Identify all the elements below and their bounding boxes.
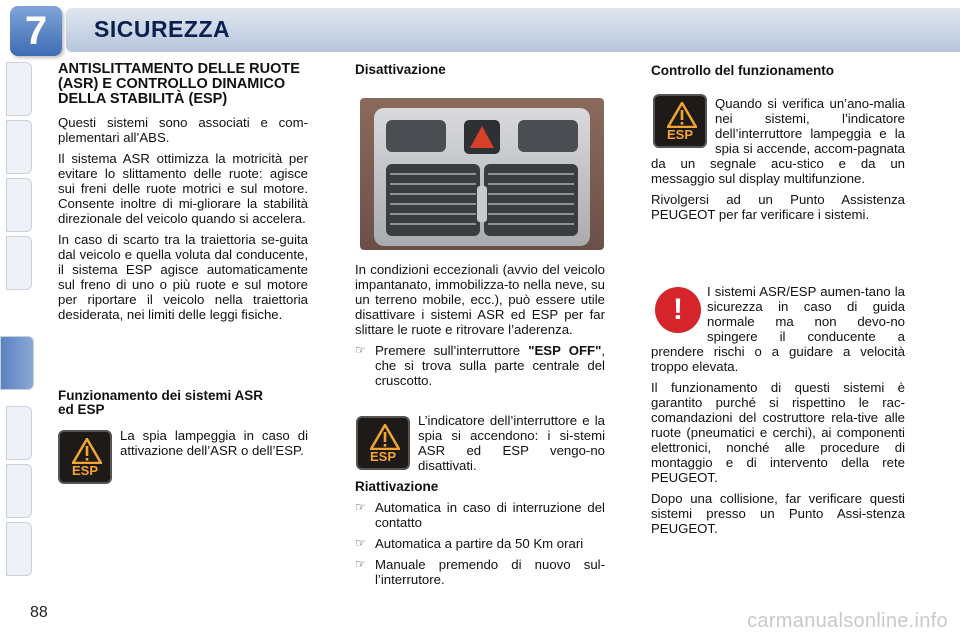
subsection-heading: Disattivazione <box>355 62 446 77</box>
esp-warning-lamp-icon <box>58 430 112 484</box>
dashboard-esp-switch-image <box>360 98 604 250</box>
side-tab[interactable] <box>6 236 32 290</box>
paragraph: La spia lampeggia in caso di attivazione dell’ASR o dell’ESP. <box>120 428 308 458</box>
esp-lamp-label: ESP <box>369 449 396 464</box>
chapter-number-badge: 7 <box>10 6 62 56</box>
side-tab[interactable] <box>6 178 32 232</box>
column-middle-heading <box>355 63 605 77</box>
column-right-heading <box>651 64 905 78</box>
subsection-heading: Controllo del funzionamento <box>651 63 834 78</box>
side-tab-active[interactable] <box>0 336 34 390</box>
side-tab[interactable] <box>6 522 32 576</box>
paragraph: In condizioni eccezionali (avvio del veicolo impantanato, immobilizza-to nella neve, su un terreno mobile, ecc.), può essere utile disattivare i sistemi ASR ed ESP per far slittare le ruote e ritrovare l’aderenza. <box>355 262 605 337</box>
paragraph: Il funzionamento di questi sistemi è garantito purché si rispettino le rac-comandazioni del costruttore rela-tive alle ruote (pneumatici e cerchi), ai componenti elettronici, nonché alle procedure di montaggio e di intervento della rete PEUGEOT. <box>651 380 905 485</box>
side-tab[interactable] <box>6 120 32 174</box>
subsection-heading: Funzionamento dei sistemi ASR ed ESP <box>58 388 264 417</box>
pointing-hand-icon: ☞ <box>355 536 366 550</box>
paragraph: Quando si verifica un’ano-malia nei sistemi, l’indicatore dell’interruttore lampeggia e la spia si accende, accom-pagnata da un segnale acu-stico e da un messaggio sul display multifunzione. <box>651 96 905 186</box>
paragraph: Dopo una collisione, far verificare questi sistemi presso un Punto Assi-stenza PEUGEOT. <box>651 491 905 536</box>
list-item: ☞ Premere sull’interruttore "ESP OFF", che si trova sulla parte centrale del cruscotto. <box>355 343 605 388</box>
subsection-functioning <box>58 389 308 417</box>
warning-triangle-icon <box>370 424 400 450</box>
column-left <box>58 62 308 328</box>
list-item: ☞ Automatica a partire da 50 Km orari <box>355 536 584 551</box>
paragraph: L’indicatore dell’interruttore e la spia si accendono: i si-stemi ASR ed ESP vengo-no disattivati. <box>418 413 605 473</box>
esp-warning-lamp-icon <box>356 416 410 470</box>
page-title: SICUREZZA <box>94 16 231 42</box>
paragraph: Rivolgersi ad un Punto Assistenza PEUGEOT per far verificare i sistemi. <box>651 192 905 222</box>
pointing-hand-icon: ☞ <box>355 343 366 357</box>
lamp-description <box>418 413 605 479</box>
list-item: ☞ Automatica in caso di interruzione del contatto <box>355 500 605 530</box>
column-right-body <box>651 96 905 228</box>
esp-off-label: "ESP OFF" <box>528 343 602 358</box>
subsection-heading: Riattivazione <box>355 479 439 494</box>
side-tab[interactable] <box>6 406 32 460</box>
paragraph: Il sistema ASR ottimizza la motricità per evitare lo slittamento delle ruote: agisce sui freni delle ruote motrici e sul motore. Consente inoltre di mi-gliorare la stabilità direzionale del veicolo quando si accelera. <box>58 151 308 226</box>
column-middle-body <box>355 262 605 394</box>
esp-lamp-label: ESP <box>71 463 98 478</box>
chapter-side-tabs <box>0 62 34 582</box>
side-tab[interactable] <box>6 464 32 518</box>
esp-lamp-label: ESP <box>666 127 693 142</box>
list-item: ☞ Manuale premendo di nuovo sul-l’interrutore. <box>355 557 605 587</box>
side-tab[interactable] <box>6 62 32 116</box>
warning-triangle-icon <box>72 438 102 464</box>
pointing-hand-icon: ☞ <box>355 500 366 514</box>
section-title: ANTISLITTAMENTO DELLE RUOTE (ASR) E CONTROLLO DINAMICO DELLA STABILITÀ (ESP) <box>58 61 300 107</box>
paragraph: Questi sistemi sono associati e com-plementari all’ABS. <box>58 115 308 145</box>
watermark: carmanualsonline.info <box>747 610 948 632</box>
lamp-description <box>120 428 308 464</box>
pointing-hand-icon: ☞ <box>355 557 366 571</box>
column-right-notes <box>651 284 905 542</box>
page-number: 88 <box>30 604 48 621</box>
reactivation-section <box>355 480 605 593</box>
paragraph: I sistemi ASR/ESP aumen-tano la sicurezza in caso di guida normale ma non devo-no spingere il conducente a prendere rischi o a guidare a velocità troppo elevata. <box>651 284 905 374</box>
exclamation-alert-icon: ! <box>655 287 701 333</box>
paragraph: In caso di scarto tra la traiettoria se-guita dal veicolo e quella voluta dal conducente, il sistema ESP agisce automaticamente sul freno di uno o più ruote e sul motore per riportare il veicolo nella traiettoria desiderata, nei limiti delle leggi fisiche. <box>58 232 308 322</box>
